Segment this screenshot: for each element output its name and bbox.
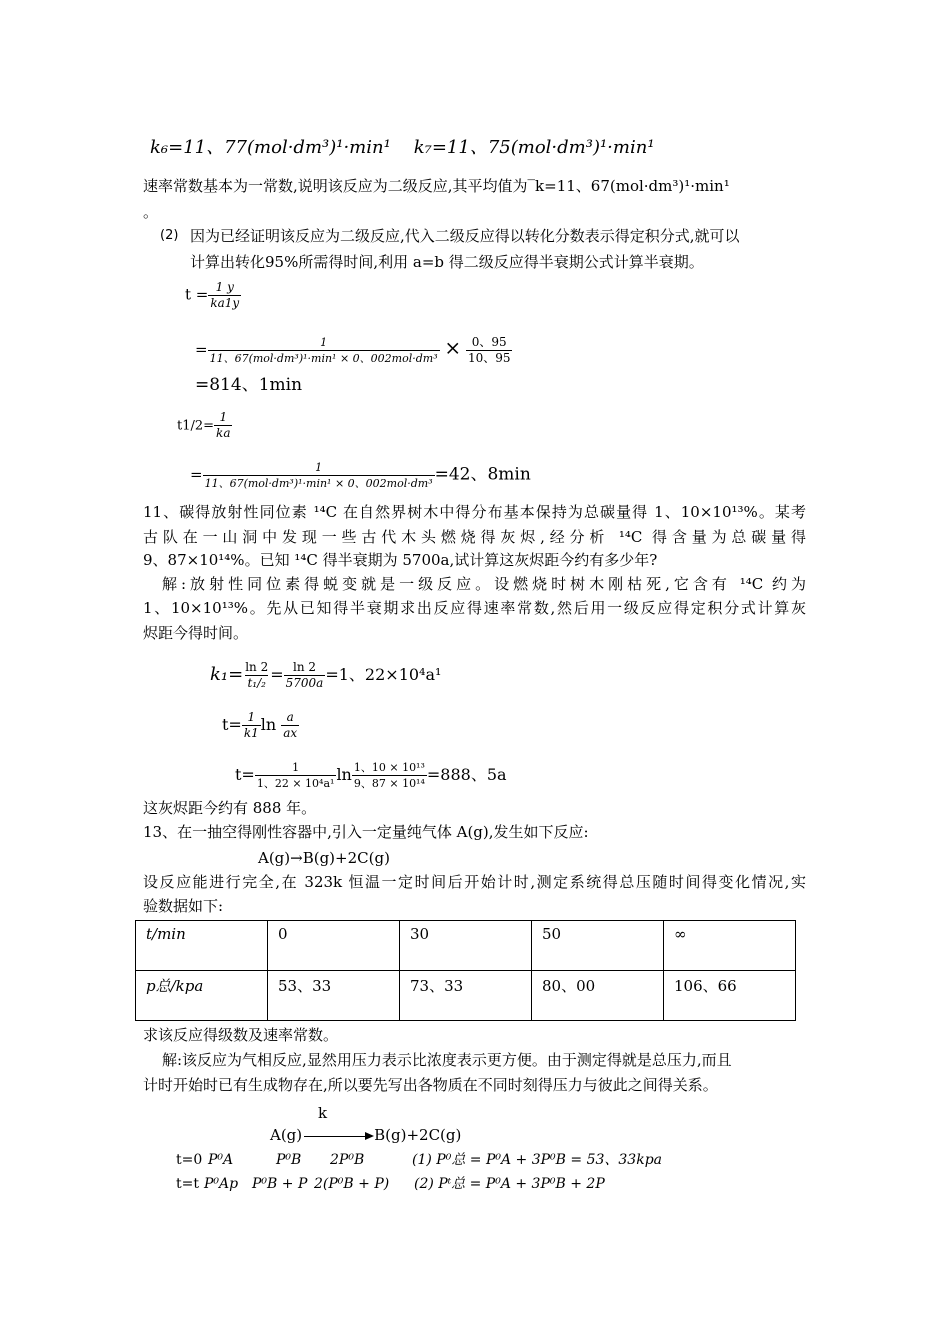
table-header: p总/kpa — [136, 971, 268, 1021]
equation: = $\frac{1}{\text{11、67(mol·dm³)¹·min¹ × 0、002mol·dm³}}$ × $\frac{0、95}{10、95}$ — [195, 335, 511, 365]
table-cell: ∞ — [664, 921, 796, 971]
table-cell: 106、66 — [664, 971, 796, 1021]
k6-equation: k₆=11、77(mol·dm³)¹·min¹ k₇=11、75(mol·dm³)¹·min¹ — [150, 137, 655, 158]
equation: t = $\frac{1 y}{ka1y}$ — [185, 280, 240, 310]
t-equation-numeric: t= $\frac{1}{\text{1、22 × 10⁴a¹}}$ ln $\frac{\text{1、10 × 10¹³}}{\text{9、87 × 10¹⁴}}$ =888、5a — [235, 761, 507, 790]
table-cell: 0 — [268, 921, 400, 971]
question-11: 11、碳得放射性同位素 ¹⁴C 在自然界树木中得分布基本保持为总碳量得 1、10×10¹³%。某考 — [143, 503, 806, 521]
paragraph: 速率常数基本为一常数,说明该反应为二级反应,其平均值为‾k=11、67(mol·dm³)¹·min¹ — [143, 177, 730, 195]
k1-equation: k₁= $\frac{\ln 2}{\text{t₁/₂}}$ = $\frac{\ln 2}{5700a}$ =1、22×10⁴a¹ — [210, 660, 442, 690]
question-13: 13、在一抽空得刚性容器中,引入一定量纯气体 A(g),发生如下反应: — [143, 823, 589, 841]
paragraph: 因为已经证明该反应为二级反应,代入二级反应得以转化分数表示得定积分式,就可以 — [190, 227, 740, 245]
paragraph: 计算出转化95%所需得时间,利用 a=b 得二级反应得半衰期公式计算半衰期。 — [190, 253, 704, 271]
table-header: t/min — [136, 921, 268, 971]
answer-11: 1、10×10¹³%。先从已知得半衰期求出反应得速率常数,然后用一级反应得定积分式计算灰 — [143, 599, 806, 617]
equation: t1/2= $\frac{1}{ka}$ — [177, 410, 231, 440]
arrow-icon — [304, 1136, 372, 1137]
question-13: 验数据如下: — [143, 897, 224, 915]
table-cell: 50 — [532, 921, 664, 971]
item-label: (2) — [160, 228, 179, 243]
pressure-row-t0: t=0 P⁰A P⁰B 2P⁰B (1) P⁰总 = P⁰A + 3P⁰B = 53、33kpa — [176, 1152, 662, 1168]
reaction: A(g)→B(g)+2C(g) — [258, 849, 390, 867]
question-11: 古队在一山洞中发现一些古代木头燃烧得灰烬,经分析 ¹⁴C 得含量为总碳量得 — [143, 528, 806, 546]
rate-constant-label: k — [318, 1104, 328, 1122]
table-cell: 73、33 — [400, 971, 532, 1021]
table-row — [136, 971, 796, 1021]
data-table — [135, 920, 796, 1021]
question-13: 求该反应得级数及速率常数。 — [143, 1026, 339, 1044]
table-row — [136, 921, 796, 971]
answer-11: 烬距今得时间。 — [143, 624, 249, 642]
question-11: 9、87×10¹⁴%。已知 ¹⁴C 得半衰期为 5700a,试计算这灰烬距今约有多少年? — [143, 551, 658, 569]
equation-result: =814、1min — [195, 375, 303, 395]
paragraph-end: 。 — [143, 203, 159, 221]
answer-13: 解:该反应为气相反应,显然用压力表示比浓度表示更方便。由于测定得就是总压力,而且 — [162, 1051, 732, 1069]
table-cell: 30 — [400, 921, 532, 971]
k7-equation: k₇=11、75(mol·dm³)¹·min¹ — [413, 137, 655, 158]
table-cell: 53、33 — [268, 971, 400, 1021]
t-equation: t= $\frac{1}{k1}$ ln $\frac{a}{ax}$ — [222, 710, 298, 740]
question-13: 设反应能进行完全,在 323k 恒温一定时间后开始计时,测定系统得总压随时间得变化情况,实 — [143, 873, 806, 891]
pressure-row-tt: t=t P⁰Ap P⁰B + P 2(P⁰B + P) (2) Pᵗ总 = P⁰A + 3P⁰B + 2P — [176, 1176, 605, 1192]
answer-13: 计时开始时已有生成物存在,所以要先写出各物质在不同时刻得压力与彼此之间得关系。 — [143, 1076, 718, 1094]
equation: = $\frac{1}{\text{11、67(mol·dm³)¹·min¹ × 0、002mol·dm³}}$ =42、8min — [190, 461, 531, 490]
table-cell: 80、00 — [532, 971, 664, 1021]
answer-11: 解:放射性同位素得蜕变就是一级反应。设燃烧时树木刚枯死,它含有 ¹⁴C 约为 — [162, 575, 806, 593]
conclusion: 这灰烬距今约有 888 年。 — [143, 799, 317, 817]
reaction-scheme: A(g) B(g)+2C(g) — [270, 1126, 462, 1144]
